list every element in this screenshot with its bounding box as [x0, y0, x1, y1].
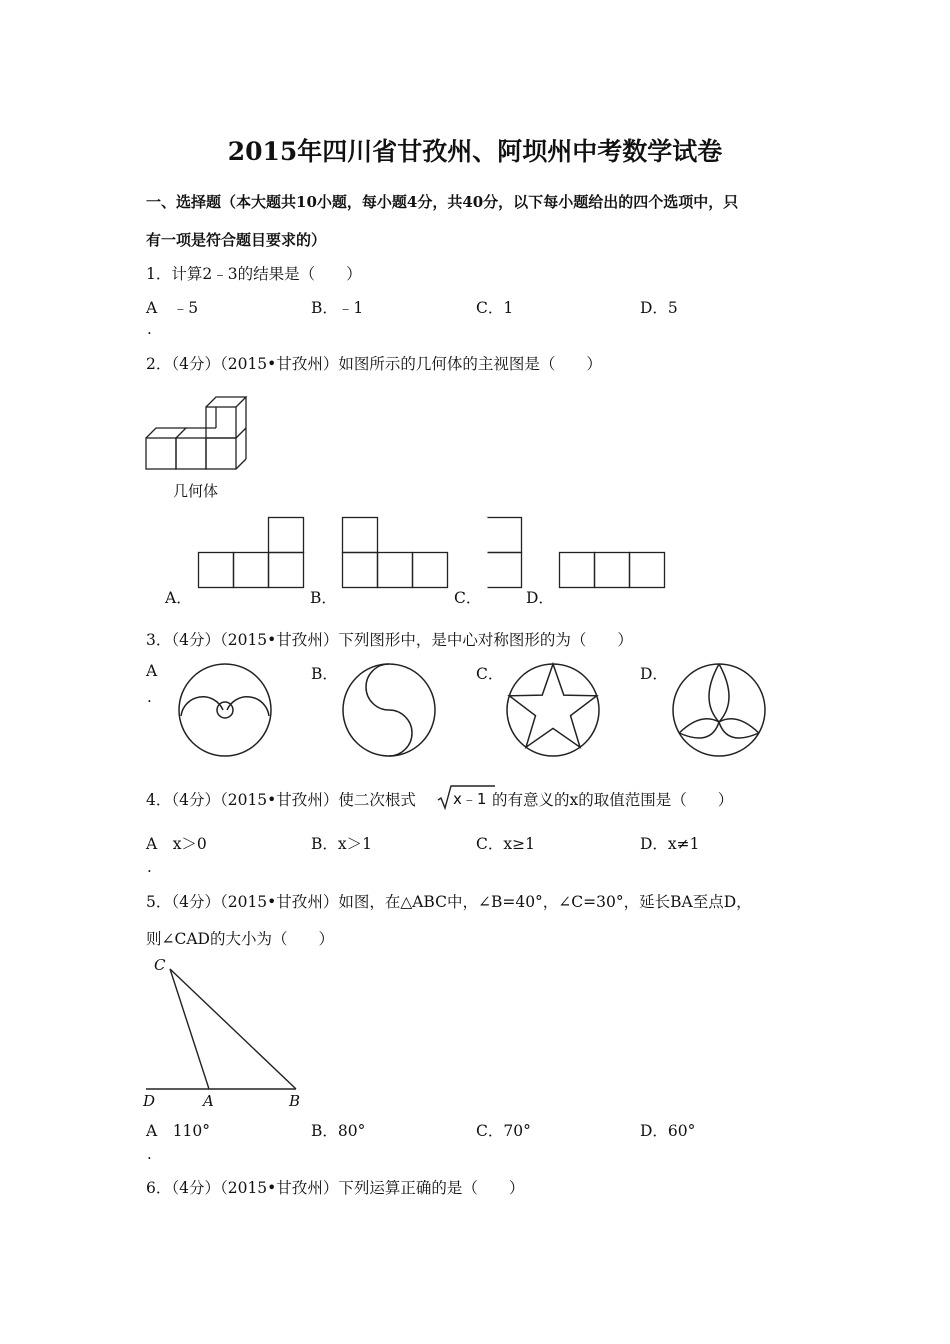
q1-option-d: D．5 — [640, 299, 678, 317]
q5-stem-line1: 5．（4分）（2015•甘孜州）如图，在△ABC中，∠B=40°，∠C=30°，延长BA至点D， — [146, 893, 752, 911]
q3-option-a: A — [146, 662, 158, 680]
q5-option-d: D．60° — [640, 1122, 696, 1140]
q2-option-b-figure — [342, 517, 450, 589]
q4-option-a: A x＞0 — [146, 835, 207, 853]
q5-option-b: B．80° — [311, 1122, 366, 1140]
q4-stem-after: 的有意义的x的取值范围是（ ） — [492, 791, 734, 809]
q1-dot: . — [147, 320, 152, 338]
q1-option-a: A ﹣5 — [146, 299, 199, 317]
q4-option-b: B．x＞1 — [311, 835, 372, 853]
q3-option-d: D． — [640, 665, 668, 683]
q2-option-d-figure — [559, 552, 667, 590]
q4-option-c: C．x≥1 — [476, 835, 535, 853]
q1-stem: 1．计算2﹣3的结果是（ ） — [146, 265, 362, 283]
q3-option-c-figure — [505, 662, 601, 758]
q5-dot: . — [147, 1145, 152, 1163]
q2-option-a-figure — [198, 517, 306, 589]
q5-option-c: C．70° — [476, 1122, 531, 1140]
q4-option-d: D．x≠1 — [640, 835, 700, 853]
section-heading-line1: 一、选择题（本大题共10小题，每小题4分，共40分，以下每小题给出的四个选项中，只 — [146, 193, 739, 211]
q2-option-c-figure — [486, 517, 526, 589]
q2-figure-caption: 几何体 — [173, 482, 219, 500]
q4-stem-before: 4．（4分）（2015•甘孜州）使二次根式 — [146, 791, 416, 809]
q3-dot: . — [147, 688, 152, 706]
q3-option-b: B． — [311, 665, 338, 683]
q5-label-d: D — [143, 1092, 156, 1110]
q4-dot: . — [147, 858, 152, 876]
q2-option-d: D． — [526, 589, 554, 607]
q2-option-b: B． — [310, 589, 337, 607]
q5-label-a: A — [203, 1092, 214, 1110]
q1-option-c: C．1 — [476, 299, 514, 317]
q4-radicand: x﹣1 — [453, 790, 487, 808]
q3-option-b-figure — [341, 662, 437, 758]
section-heading-line2: 有一项是符合题目要求的） — [146, 231, 327, 249]
q2-option-c: C． — [454, 589, 482, 607]
q5-label-c: C — [154, 956, 166, 974]
q1-option-b: B．﹣1 — [311, 299, 364, 317]
q5-triangle-figure — [140, 955, 320, 1115]
q5-label-b: B — [289, 1092, 301, 1110]
q2-option-a: A． — [165, 589, 192, 607]
q5-option-a: A 110° — [146, 1122, 211, 1140]
page-title: 2015年四川省甘孜州、阿坝州中考数学试卷 — [227, 137, 723, 166]
q6-stem: 6．（4分）（2015•甘孜州）下列运算正确的是（ ） — [146, 1179, 525, 1197]
q3-stem: 3．（4分）（2015•甘孜州）下列图形中，是中心对称图形的为（ ） — [146, 631, 633, 649]
q3-option-a-figure — [177, 662, 273, 758]
q2-stem: 2．（4分）（2015•甘孜州）如图所示的几何体的主视图是（ ） — [146, 355, 602, 373]
q3-option-c: C． — [476, 665, 504, 683]
q2-solid-figure — [140, 392, 260, 477]
q5-stem-line2: 则∠CAD的大小为（ ） — [146, 930, 334, 948]
q3-option-d-figure — [671, 662, 767, 758]
